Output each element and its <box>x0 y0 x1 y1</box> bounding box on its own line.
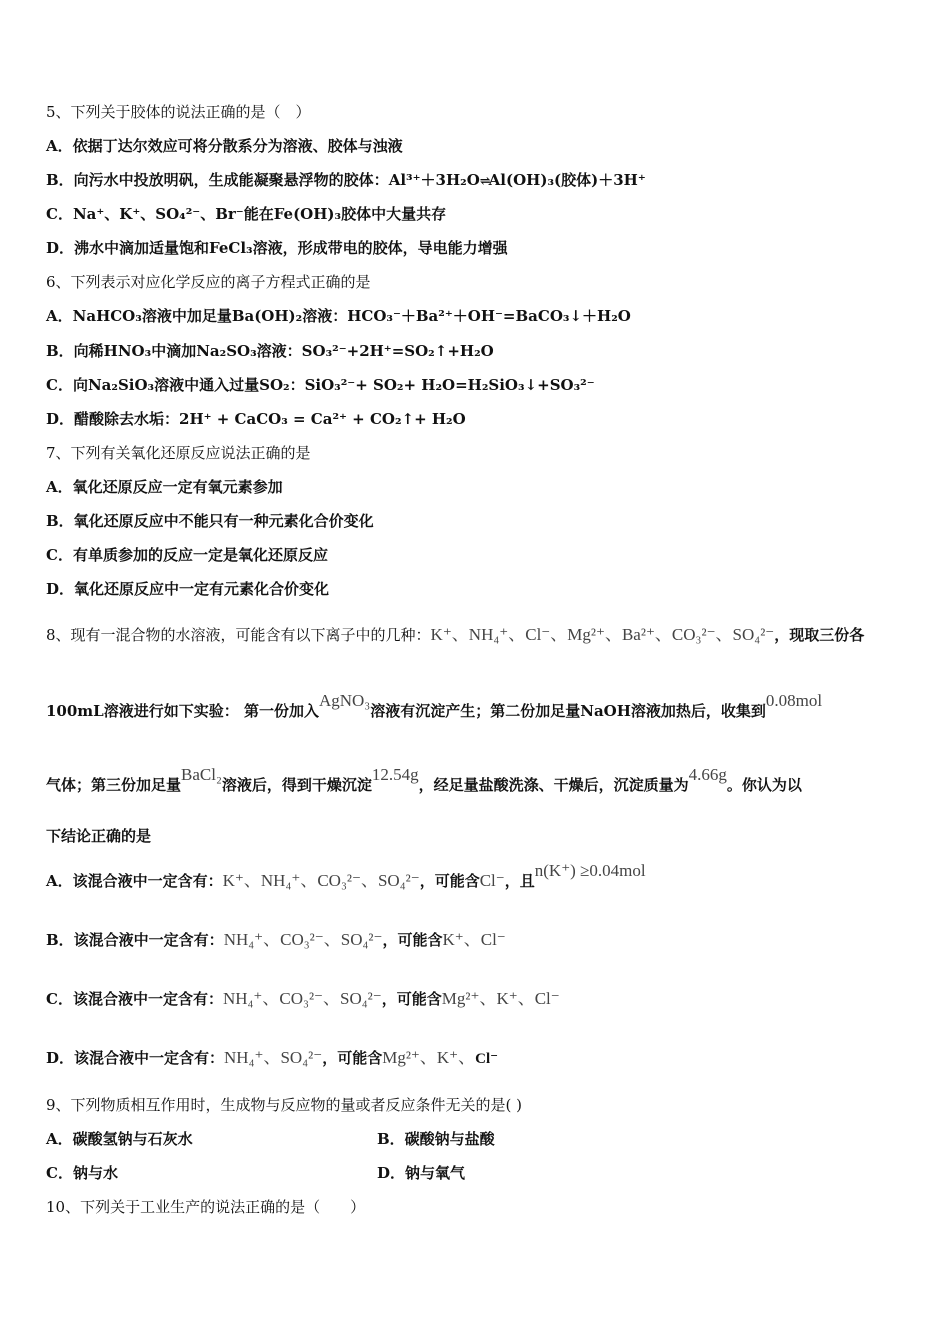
q6-option-d: D．醋酸除去水垢：2H⁺ + CaCO₃ = Ca²⁺ + CO₂↑+ H₂O <box>46 410 466 428</box>
q5-option-b <box>46 170 646 192</box>
q7-option-b: B．氧化还原反应中不能只有一种元素化合价变化 <box>46 512 374 530</box>
q8-option-b-mid: ，可能含 <box>382 931 443 949</box>
q5-equation-left: Al³⁺＋3H₂O <box>388 171 480 189</box>
q8-stem-text3a: 气体；第三份加足量 <box>46 776 182 794</box>
q8-option-d-mid: ，可能含 <box>322 1049 383 1067</box>
q9-option-b: B．碳酸钠与盐酸 <box>377 1130 495 1148</box>
q8-option-a-mid: ，可能含 <box>419 872 480 890</box>
q6-stem: 6、下列表示对应化学反应的离子方程式正确的是 <box>46 273 371 291</box>
mass-12-54g: 12.54g <box>371 765 419 784</box>
q8-option-a-cl: Cl⁻ <box>479 871 505 890</box>
q8-option-a-mid2: ，且 <box>504 872 535 890</box>
q8-stem-tail: ，现取三份各 <box>774 626 865 644</box>
q5-option-c: C．Na⁺、K⁺、SO₄²⁻、Br⁻能在Fe(OH)₃胶体中大量共存 <box>46 205 447 223</box>
q8-stem-text2a: 100mL溶液进行如下实验： 第一份加入 <box>46 702 319 720</box>
q5-stem: 5、下列关于胶体的说法正确的是（ ） <box>46 103 311 121</box>
q5-equation-right: Al(OH)₃(胶体)＋3H⁺ <box>488 171 646 189</box>
amount-0-08mol: 0.08mol <box>765 691 823 710</box>
q9-option-d: D．钠与氧气 <box>377 1164 466 1182</box>
q8-stem-line3 <box>46 765 802 795</box>
q7-option-a: A．氧化还原反应一定有氧元素参加 <box>46 478 283 496</box>
q8-ion-list: K⁺、NH₄⁺、Cl⁻、Mg²⁺、Ba²⁺、CO₃²⁻、SO₄²⁻ <box>430 625 775 644</box>
q6-option-a: A．NaHCO₃溶液中加足量Ba(OH)₂溶液：HCO₃⁻＋Ba²⁺＋OH⁻=BaCO₃↓＋H₂O <box>46 307 631 325</box>
q8-option-d-cl: Cl⁻ <box>475 1051 499 1067</box>
q8-option-c-maybe: Mg²⁺、K⁺、Cl⁻ <box>441 989 560 1008</box>
q5-option-d: D．沸水中滴加适量饱和FeCl₃溶液，形成带电的胶体，导电能力增强 <box>46 239 508 257</box>
q8-stem-text2b: 溶液有沉淀产生；第二份加足量NaOH溶液加热后，收集到 <box>370 702 766 720</box>
q8-option-a-ions: K⁺、NH₄⁺、CO₃²⁻、SO₄²⁻ <box>222 871 420 890</box>
q8-stem-text: 8、现有一混合物的水溶液，可能含有以下离子中的几种： <box>46 626 431 644</box>
q8-stem-line1 <box>46 625 864 645</box>
q8-stem-line2 <box>46 691 823 721</box>
q9-option-a: A．碳酸氢钠与石灰水 <box>46 1130 193 1148</box>
q8-option-b-prefix: B．该混合液中一定含有： <box>46 931 224 949</box>
q8-option-c <box>46 989 560 1009</box>
q8-option-c-mid: ，可能含 <box>381 990 442 1008</box>
bacl2-formula: BaCl₂ <box>181 765 222 784</box>
mass-4-66g: 4.66g <box>688 765 727 784</box>
q8-stem-text3c: ，经足量盐酸洗涤、干燥后，沉淀质量为 <box>418 776 689 794</box>
q8-option-a-prefix: A．该混合液中一定含有： <box>46 872 223 890</box>
q8-option-d <box>46 1048 498 1069</box>
q5-option-a: A．依据丁达尔效应可将分散系分为溶液、胶体与浊液 <box>46 137 403 155</box>
q5-option-b-text: B．向污水中投放明矾，生成能凝聚悬浮物的胶体： <box>46 171 389 189</box>
q8-option-b-ions: NH₄⁺、CO₃²⁻、SO₄²⁻ <box>223 930 383 949</box>
equilibrium-arrow-icon: ⇌ <box>479 174 489 189</box>
q9-stem: 9、下列物质相互作用时，生成物与反应物的量或者反应条件无关的是( ) <box>46 1096 523 1114</box>
q7-stem: 7、下列有关氧化还原反应说法正确的是 <box>46 444 311 462</box>
q8-option-c-prefix: C．该混合液中一定含有： <box>46 990 223 1008</box>
q8-option-a <box>46 861 646 891</box>
q6-option-c: C．向Na₂SiO₃溶液中通入过量SO₂：SiO₃²⁻+ SO₂+ H₂O=H₂SiO₃↓+SO₃²⁻ <box>46 376 595 394</box>
q8-stem-text3b: 溶液后，得到干燥沉淀 <box>221 776 372 794</box>
q7-option-d: D．氧化还原反应中一定有元素化合价变化 <box>46 580 330 598</box>
q8-option-c-ions: NH₄⁺、CO₃²⁻、SO₄²⁻ <box>222 989 382 1008</box>
q8-option-d-ions: NH₄⁺、SO₄²⁻ <box>224 1048 323 1067</box>
q8-stem-line4: 下结论正确的是 <box>46 827 152 845</box>
q8-option-d-maybe: Mg²⁺、K⁺、 <box>382 1048 476 1067</box>
q8-option-d-prefix: D．该混合液中一定含有： <box>46 1049 225 1067</box>
q9-option-c: C．钠与水 <box>46 1164 118 1182</box>
q8-option-a-condition: n(K⁺) ≥0.04mol <box>534 861 646 880</box>
q8-stem-text3d: 。你认为以 <box>726 776 802 794</box>
q7-option-c: C．有单质参加的反应一定是氧化还原反应 <box>46 546 328 564</box>
q6-option-b: B．向稀HNO₃中滴加Na₂SO₃溶液：SO₃²⁻+2H⁺=SO₂↑+H₂O <box>46 342 494 360</box>
agno3-formula: AgNO₃ <box>318 691 371 710</box>
q10-stem: 10、下列关于工业生产的说法正确的是（ ） <box>46 1198 366 1216</box>
q8-option-b <box>46 930 506 950</box>
q8-option-b-maybe: K⁺、Cl⁻ <box>442 930 506 949</box>
